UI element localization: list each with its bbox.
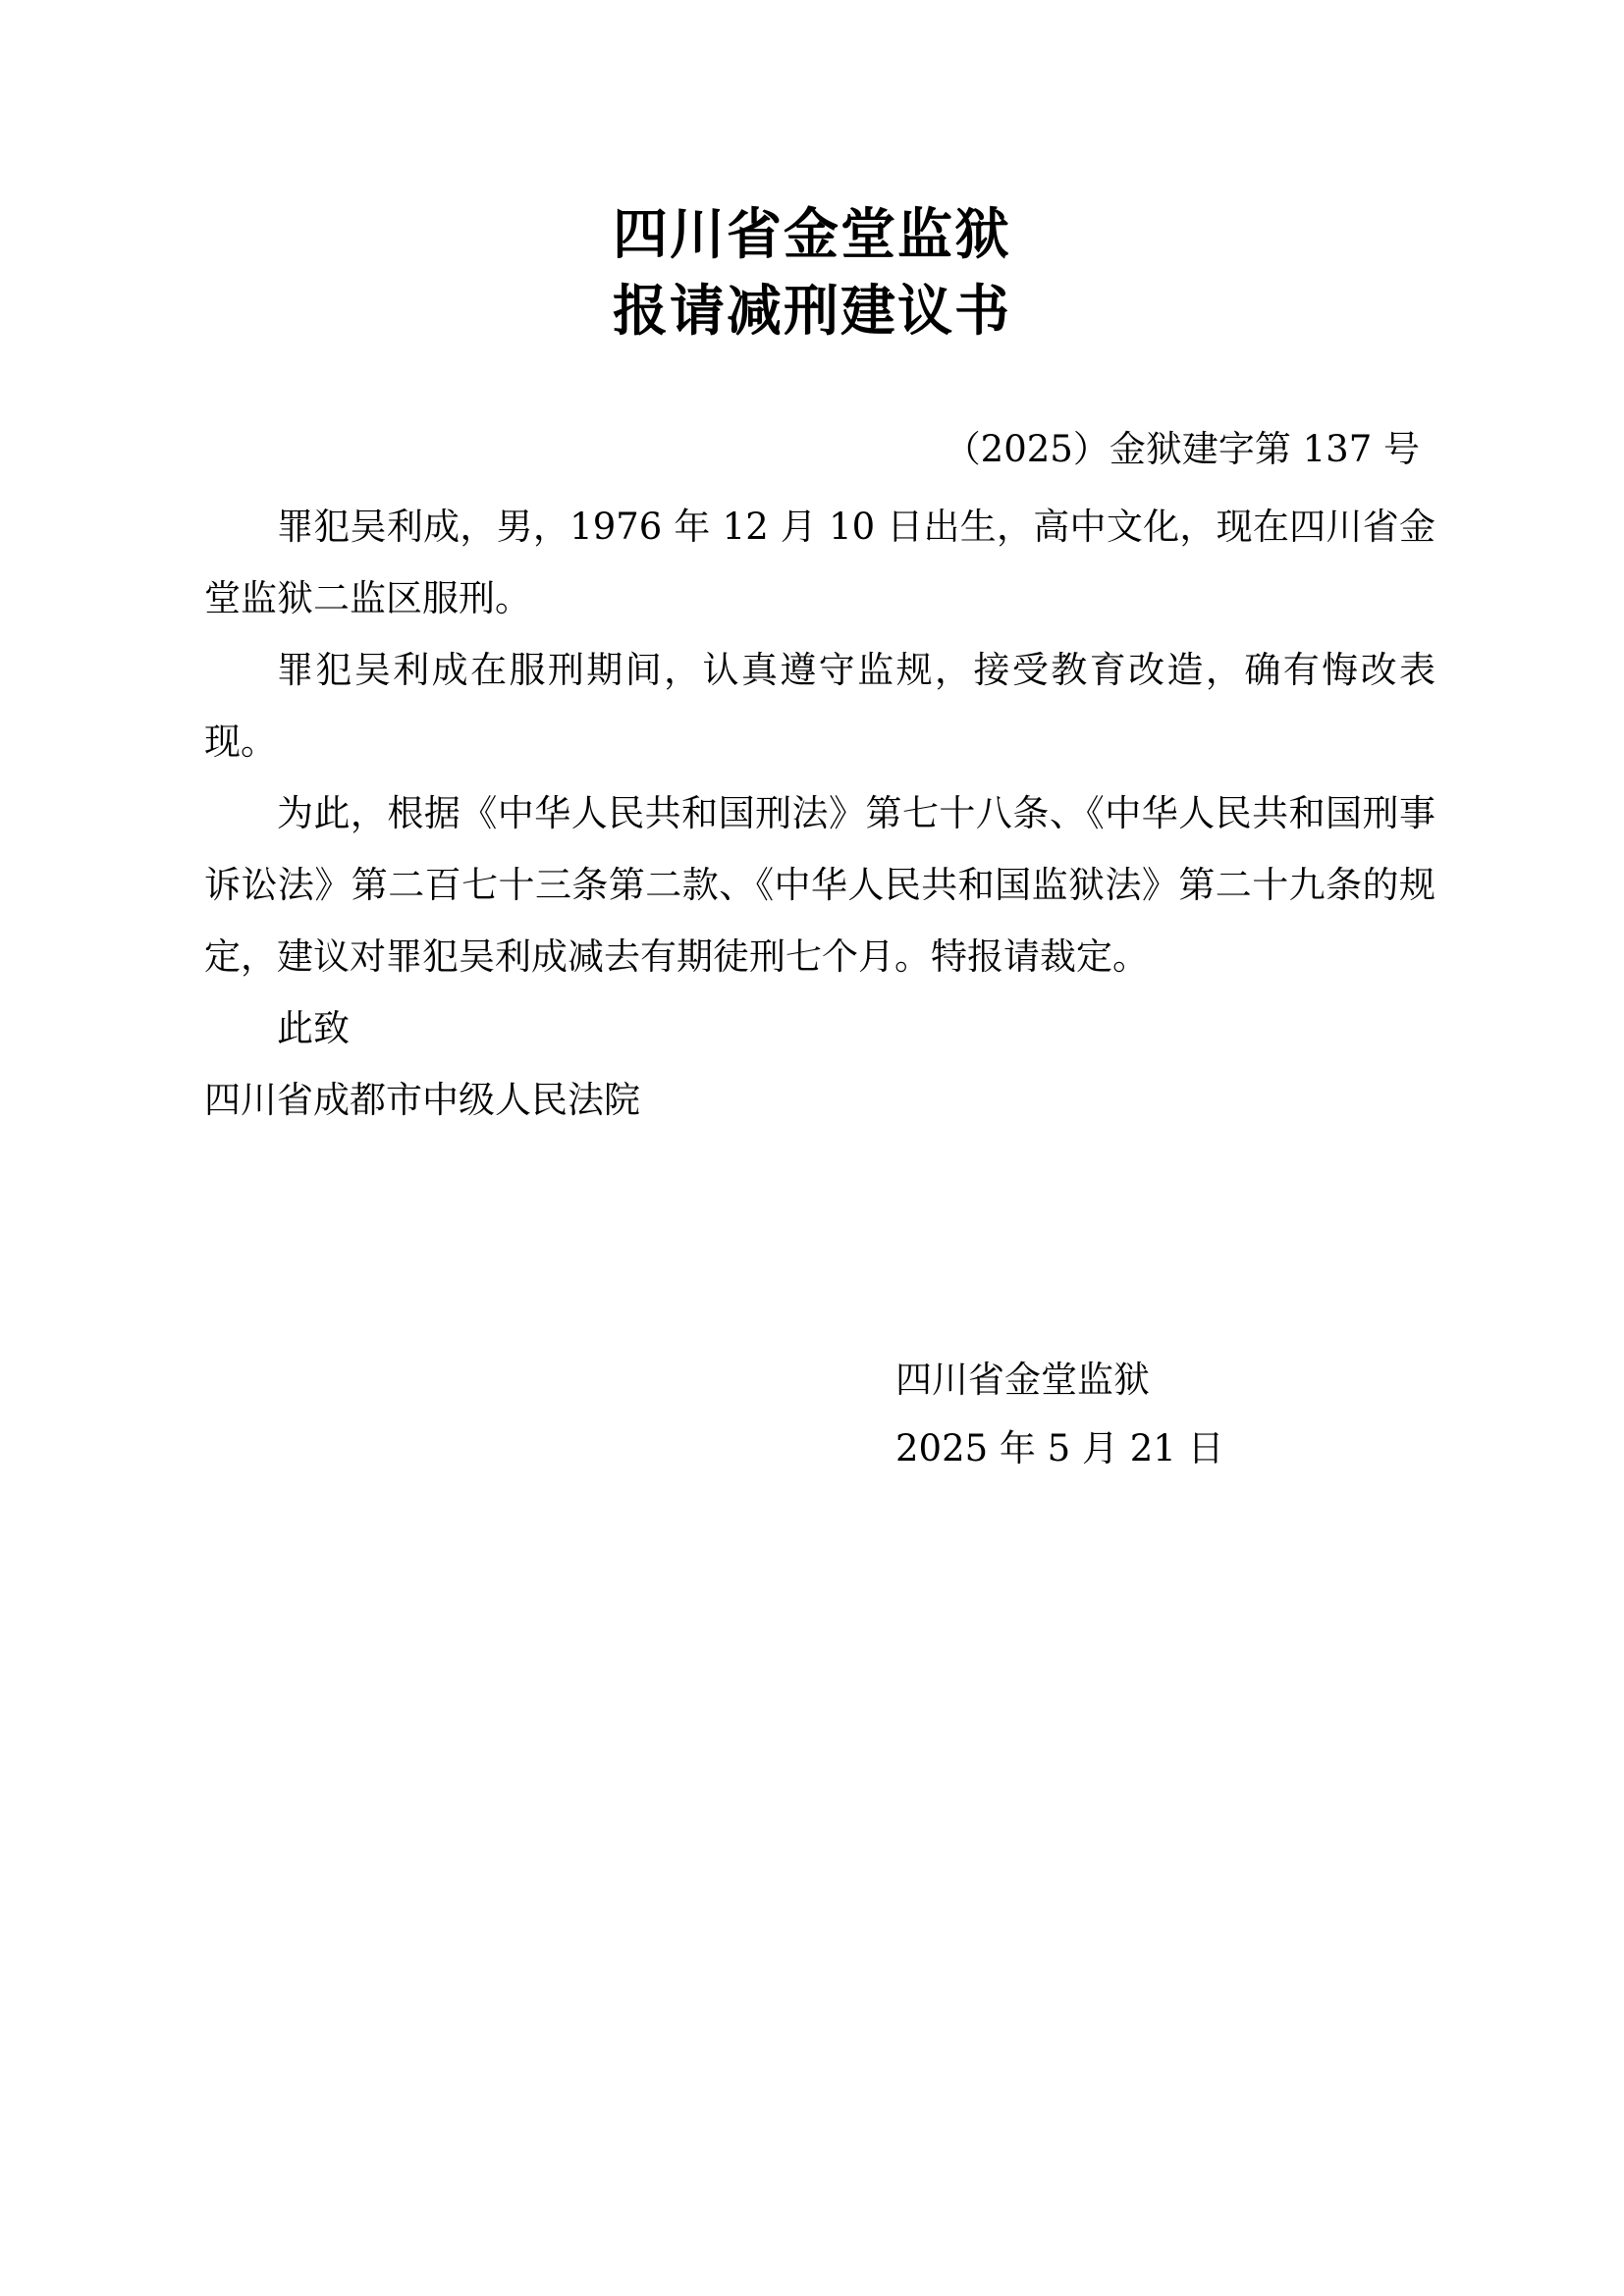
paragraph-behavior: 罪犯吴利成在服刑期间，认真遵守监规，接受教育改造，确有悔改表现。: [204, 649, 1435, 763]
document-number: （2025）金狱建字第 137 号: [944, 428, 1420, 470]
document-title-line-1: 四川省金堂监狱: [613, 203, 1011, 267]
recipient: 四川省成都市中级人民法院: [204, 1079, 640, 1121]
paragraph-inmate-info: 罪犯吴利成，男，1976 年 12 月 10 日出生，高中文化，现在四川省金堂监狱二监区服刑。: [204, 506, 1435, 619]
signature-date: 2025 年 5 月 21 日: [895, 1427, 1224, 1469]
document-title-line-2: 报请减刑建议书: [613, 280, 1011, 344]
paragraph-legal-basis: 为此，根据《中华人民共和国刑法》第七十八条、《中华人民共和国刑事诉讼法》第二百七十三条第二款、《中华人民共和国监狱法》第二十九条的规定，建议对罪犯吴利成减去有期徒刑七个月。特报请裁定。: [204, 792, 1435, 978]
signer-organization: 四川省金堂监狱: [895, 1359, 1150, 1401]
document-body: [204, 491, 1435, 1136]
salutation: 此致: [277, 1007, 350, 1049]
